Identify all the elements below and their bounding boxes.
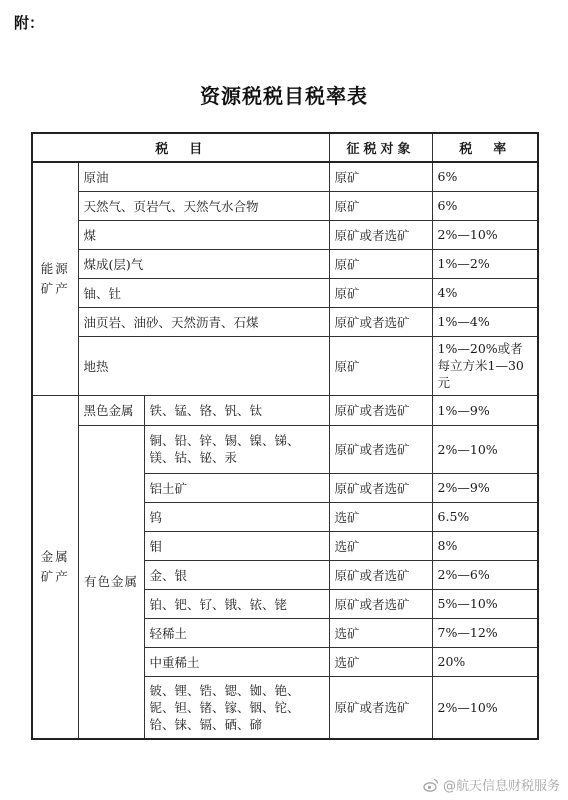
item-cell: 中重稀土 xyxy=(144,647,329,676)
tax-rate-table xyxy=(31,132,539,740)
item-cell: 钨 xyxy=(144,502,329,531)
rate-cell: 1%—4% xyxy=(432,307,538,336)
rate-cell: 7%—12% xyxy=(432,618,538,647)
item-cell: 地热 xyxy=(78,336,329,395)
item-cell: 铜、铅、锌、锡、镍、锑、镁、钴、铋、汞 xyxy=(144,425,329,473)
group-label-metal: 金属矿产 xyxy=(32,395,78,739)
object-cell: 原矿 xyxy=(329,278,432,307)
item-cell: 金、银 xyxy=(144,560,329,589)
object-cell: 原矿或者选矿 xyxy=(329,676,432,739)
rate-cell: 2%—10% xyxy=(432,676,538,739)
table-row xyxy=(32,220,538,249)
item-cell: 天然气、页岩气、天然气水合物 xyxy=(78,191,329,220)
table-row xyxy=(32,336,538,395)
item-cell: 钼 xyxy=(144,531,329,560)
object-cell: 选矿 xyxy=(329,647,432,676)
page-title: 资源税税目税率表 xyxy=(200,84,368,108)
table-header-row xyxy=(32,133,538,162)
object-cell: 原矿或者选矿 xyxy=(329,425,432,473)
object-cell: 选矿 xyxy=(329,502,432,531)
attachment-label: 附： xyxy=(14,14,45,32)
header-item: 税 目 xyxy=(32,133,329,162)
rate-cell: 8% xyxy=(432,531,538,560)
rate-cell: 1%—2% xyxy=(432,249,538,278)
header-rate: 税 率 xyxy=(432,133,538,162)
object-cell: 原矿 xyxy=(329,249,432,278)
item-cell: 铁、锰、铬、钒、钛 xyxy=(144,395,329,425)
table-row xyxy=(32,191,538,220)
tax-rate-table-container xyxy=(31,132,537,740)
rate-cell: 4% xyxy=(432,278,538,307)
rate-cell: 2%—10% xyxy=(432,425,538,473)
weibo-logo-icon xyxy=(423,777,439,793)
rate-cell: 5%—10% xyxy=(432,589,538,618)
header-object: 征税对象 xyxy=(329,133,432,162)
object-cell: 原矿 xyxy=(329,336,432,395)
object-cell: 选矿 xyxy=(329,531,432,560)
item-cell: 煤 xyxy=(78,220,329,249)
rate-cell: 6% xyxy=(432,191,538,220)
object-cell: 原矿或者选矿 xyxy=(329,307,432,336)
table-row xyxy=(32,425,538,473)
watermark-text: @航天信息财税服务 xyxy=(442,779,560,794)
rate-cell: 1%—20%或者每立方米1—30元 xyxy=(432,336,538,395)
watermark xyxy=(423,775,560,794)
rate-cell: 6% xyxy=(432,162,538,191)
table-row xyxy=(32,162,538,191)
table-row xyxy=(32,307,538,336)
object-cell: 原矿或者选矿 xyxy=(329,560,432,589)
subgroup-label-nonferrous: 有色金属 xyxy=(78,425,144,739)
rate-cell: 1%—9% xyxy=(432,395,538,425)
item-cell: 轻稀土 xyxy=(144,618,329,647)
object-cell: 原矿 xyxy=(329,162,432,191)
rate-cell: 6.5% xyxy=(432,502,538,531)
item-cell: 原油 xyxy=(78,162,329,191)
table-row xyxy=(32,249,538,278)
item-cell: 油页岩、油砂、天然沥青、石煤 xyxy=(78,307,329,336)
object-cell: 原矿或者选矿 xyxy=(329,589,432,618)
rate-cell: 2%—6% xyxy=(432,560,538,589)
table-row xyxy=(32,278,538,307)
object-cell: 原矿或者选矿 xyxy=(329,473,432,502)
item-cell: 铂、钯、钌、锇、铱、铑 xyxy=(144,589,329,618)
rate-cell: 2%—10% xyxy=(432,220,538,249)
object-cell: 原矿 xyxy=(329,191,432,220)
item-cell: 煤成(层)气 xyxy=(78,249,329,278)
rate-cell: 20% xyxy=(432,647,538,676)
subgroup-label-ferrous: 黑色金属 xyxy=(78,395,144,425)
item-cell: 铝土矿 xyxy=(144,473,329,502)
table-row xyxy=(32,395,538,425)
group-label-energy: 能源矿产 xyxy=(32,162,78,395)
item-cell: 铀、钍 xyxy=(78,278,329,307)
object-cell: 选矿 xyxy=(329,618,432,647)
rate-cell: 2%—9% xyxy=(432,473,538,502)
object-cell: 原矿或者选矿 xyxy=(329,220,432,249)
item-cell: 铍、锂、锆、锶、铷、铯、铌、钽、锗、镓、铟、铊、铪、铼、镉、硒、碲 xyxy=(144,676,329,739)
object-cell: 原矿或者选矿 xyxy=(329,395,432,425)
